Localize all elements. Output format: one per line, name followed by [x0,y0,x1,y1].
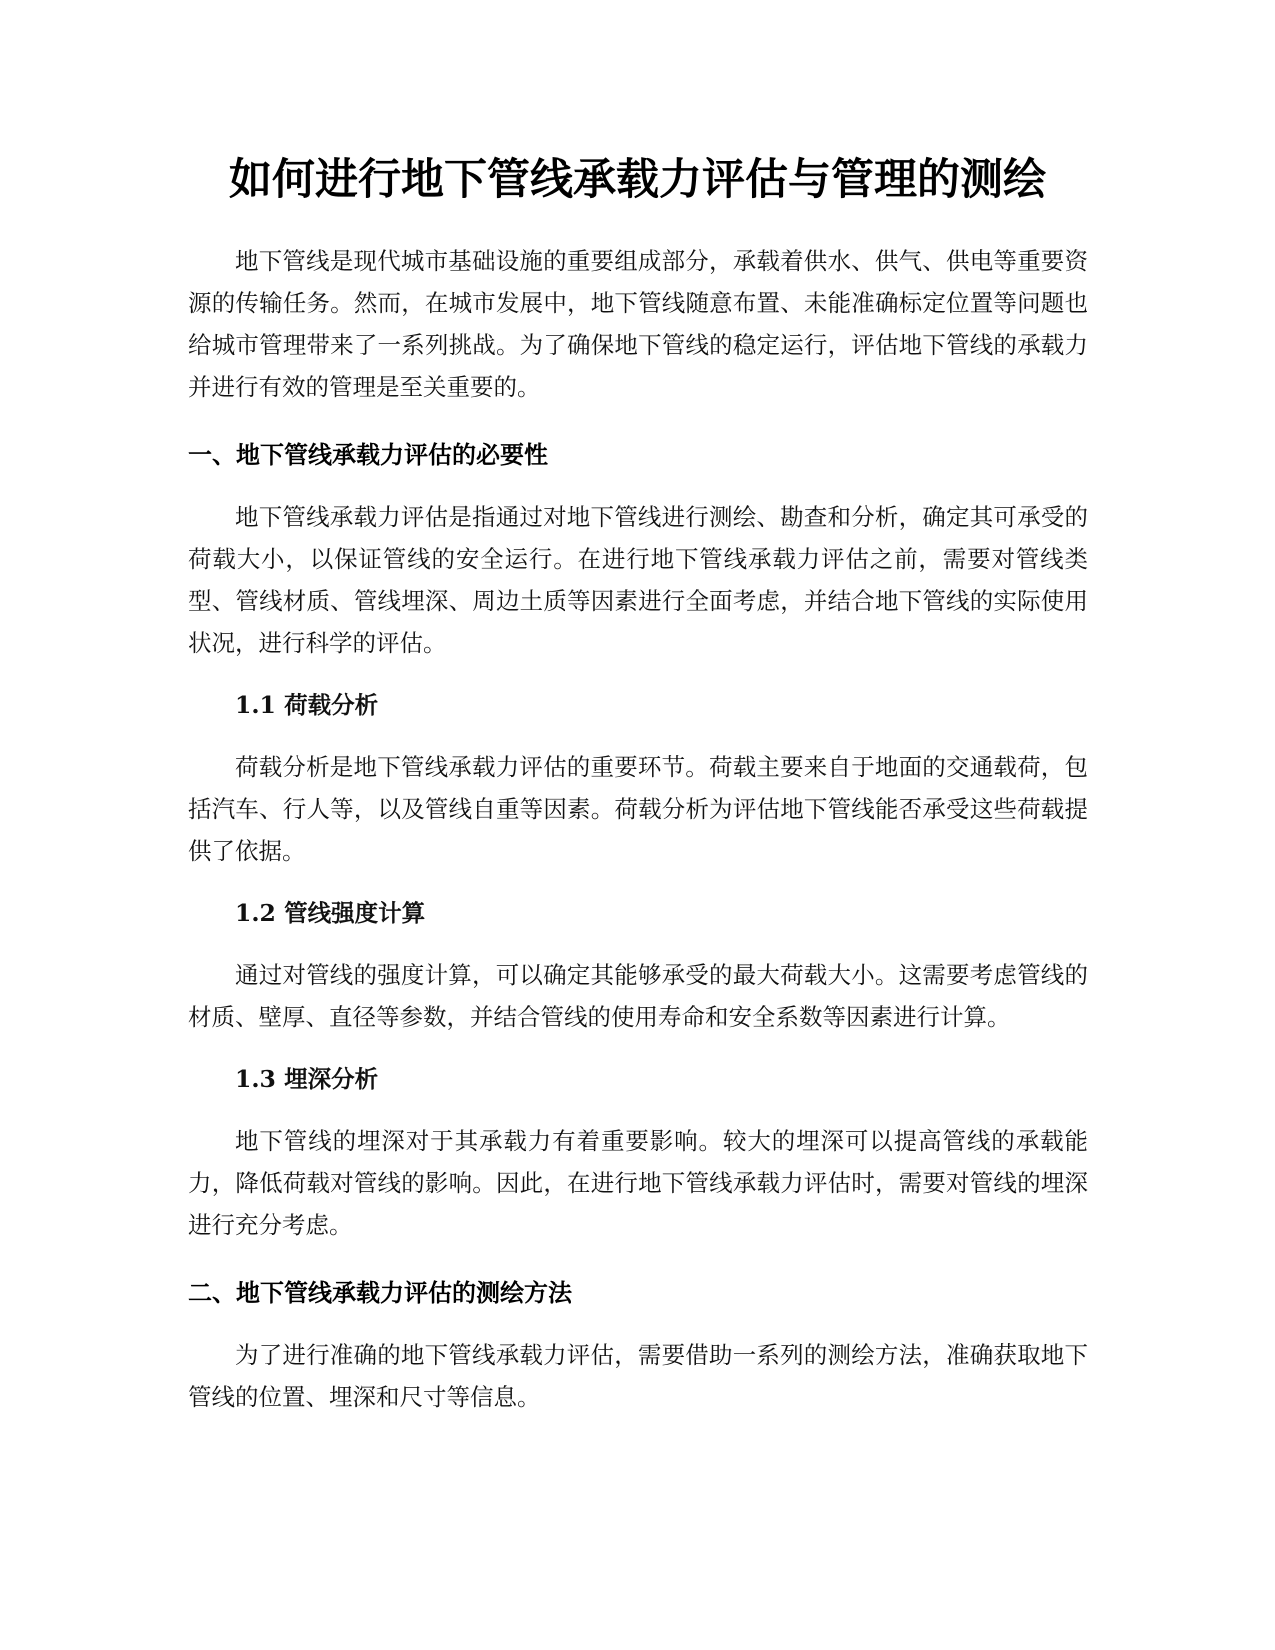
section-1-paragraph: 地下管线承载力评估是指通过对地下管线进行测绘、勘查和分析，确定其可承受的荷载大小，以保证管线的安全运行。在进行地下管线承载力评估之前，需要对管线类型、管线材质、管线埋深、周边土质等因素进行全面考虑，并结合地下管线的实际使用状况，进行科学的评估。 [188,503,1088,657]
subheading-1-2: 1.2 管线强度计算 [235,899,426,927]
section-heading-2: 二、地下管线承载力评估的测绘方法 [188,1279,572,1307]
subheading-1-3: 1.3 埋深分析 [235,1065,379,1093]
section-2-paragraph: 为了进行准确的地下管线承载力评估，需要借助一系列的测绘方法，准确获取地下管线的位置、埋深和尺寸等信息。 [188,1341,1088,1411]
subheading-1-1: 1.1 荷载分析 [235,691,379,719]
document-body [188,240,1088,1418]
page-title: 如何进行地下管线承载力评估与管理的测绘 [229,155,1046,205]
subsection-1-1-paragraph: 荷载分析是地下管线承载力评估的重要环节。荷载主要来自于地面的交通载荷，包括汽车、行人等，以及管线自重等因素。荷载分析为评估地下管线能否承受这些荷载提供了依据。 [188,753,1088,865]
section-heading-1: 一、地下管线承载力评估的必要性 [188,441,548,469]
subsection-1-2-paragraph: 通过对管线的强度计算，可以确定其能够承受的最大荷载大小。这需要考虑管线的材质、壁厚、直径等参数，并结合管线的使用寿命和安全系数等因素进行计算。 [188,961,1088,1031]
intro-paragraph: 地下管线是现代城市基础设施的重要组成部分，承载着供水、供气、供电等重要资源的传输任务。然而，在城市发展中，地下管线随意布置、未能准确标定位置等问题也给城市管理带来了一系列挑战。为了确保地下管线的稳定运行，评估地下管线的承载力并进行有效的管理是至关重要的。 [188,247,1088,401]
subsection-1-3-paragraph: 地下管线的埋深对于其承载力有着重要影响。较大的埋深可以提高管线的承载能力，降低荷载对管线的影响。因此，在进行地下管线承载力评估时，需要对管线的埋深进行充分考虑。 [188,1127,1088,1239]
